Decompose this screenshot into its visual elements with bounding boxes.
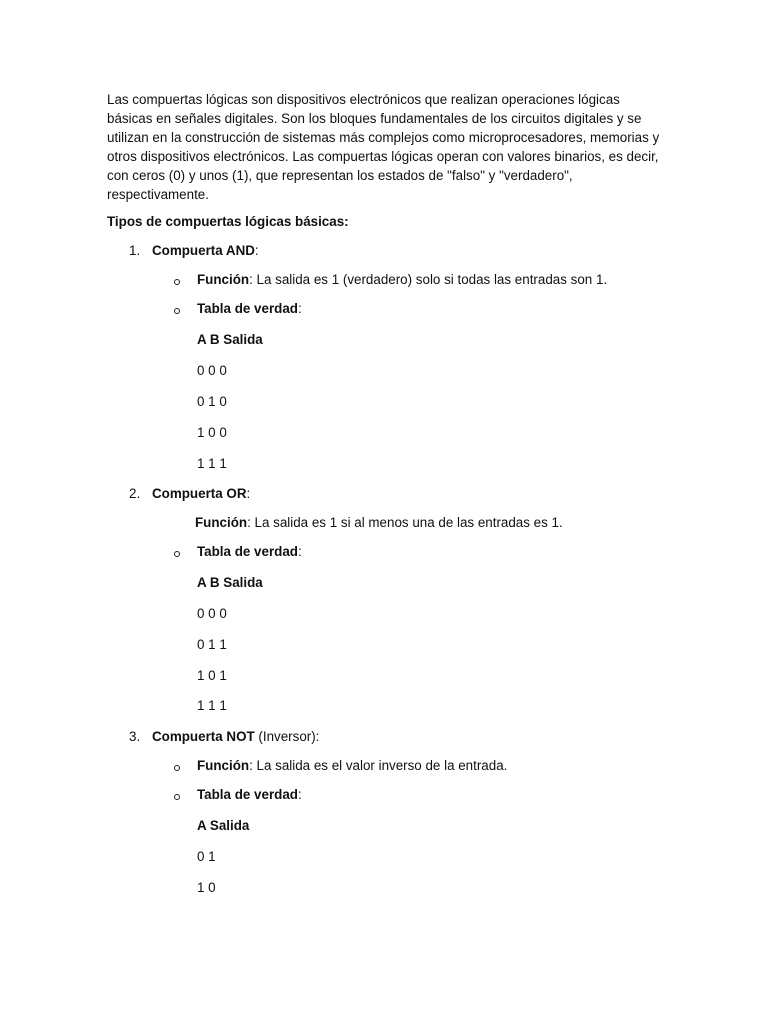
truth-table-row: 0 0 0 (197, 606, 227, 621)
truth-table-row: 0 1 0 (197, 394, 227, 409)
bullet-icon (174, 279, 180, 285)
function-line: Función: La salida es 1 si al menos una de las entradas es 1. (195, 515, 563, 530)
gate-title-and: Compuerta AND: (152, 243, 259, 258)
function-line: Función: La salida es el valor inverso de la entrada. (197, 758, 508, 773)
truth-table-label: Tabla de verdad: (197, 787, 302, 802)
list-number: 1. (129, 243, 141, 258)
truth-table-row: 1 1 1 (197, 456, 227, 471)
truth-table-row: 0 1 (197, 849, 216, 864)
truth-table-header: A Salida (197, 818, 250, 833)
truth-table-label: Tabla de verdad: (197, 301, 302, 316)
list-number: 2. (129, 486, 141, 501)
truth-table-row: 0 1 1 (197, 637, 227, 652)
bullet-icon (174, 551, 180, 557)
function-line: Función: La salida es 1 (verdadero) solo si todas las entradas son 1. (197, 272, 608, 287)
truth-table-row: 1 0 0 (197, 425, 227, 440)
truth-table-label: Tabla de verdad: (197, 544, 302, 559)
list-number: 3. (129, 729, 141, 744)
document-page (107, 90, 667, 895)
intro-paragraph: Las compuertas lógicas son dispositivos electrónicos que realizan operaciones lógicas básicas en señales digitales. Son los bloques fundamentales de los circuitos digitales y se utilizan en la construcción de sistemas más complejos como microprocesadores, memorias y otros dispositivos electrónicos. Las compuertas lógicas operan con valores binarios, es decir, con ceros (0) y unos (1), que representan los estados de "falso" y "verdadero", respectivamente. (107, 92, 660, 202)
gate-title-or: Compuerta OR: (152, 486, 251, 501)
truth-table-row: 1 1 1 (197, 698, 227, 713)
truth-table-row: 0 0 0 (197, 363, 227, 378)
section-heading: Tipos de compuertas lógicas básicas: (107, 214, 349, 229)
truth-table-header: A B Salida (197, 575, 263, 590)
bullet-icon (174, 765, 180, 771)
bullet-icon (174, 308, 180, 314)
truth-table-header: A B Salida (197, 332, 263, 347)
truth-table-row: 1 0 1 (197, 668, 227, 683)
bullet-icon (174, 794, 180, 800)
gate-title-not: Compuerta NOT (Inversor): (152, 729, 320, 744)
truth-table-row: 1 0 (197, 880, 216, 895)
